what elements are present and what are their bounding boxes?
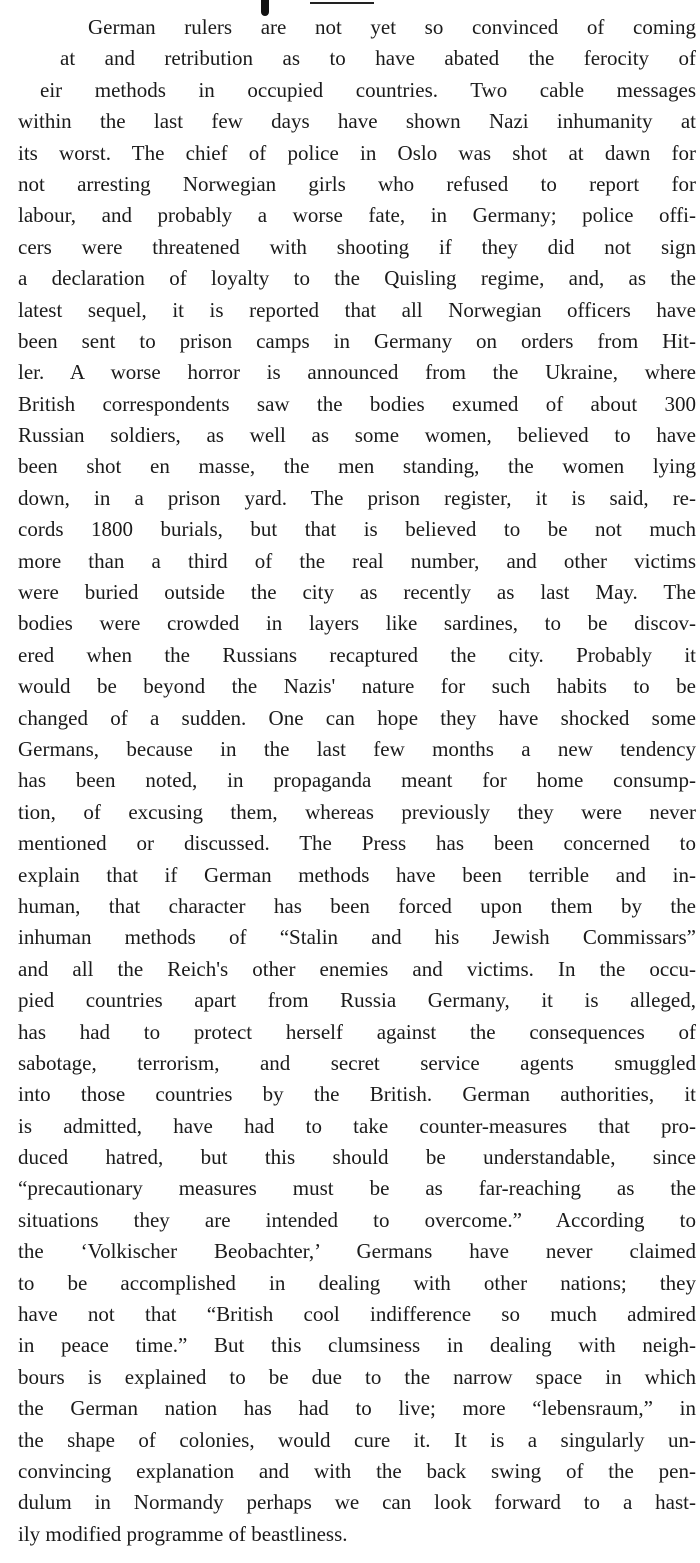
article-line: been shot en masse, the men standing, the women lying [18, 454, 696, 479]
article-line: British correspondents saw the bodies exumed of about 300 [18, 391, 696, 416]
article-line: the ‘Volkischer Beobachter,’ Germans have never claimed [18, 1239, 696, 1264]
article-line: the German nation has had to live; more “lebensraum,” in [18, 1396, 696, 1421]
article-line: inhuman methods of “Stalin and his Jewish Commissars” [18, 925, 696, 950]
article-line: the shape of colonies, would cure it. It is a singularly un- [18, 1427, 696, 1452]
article-line: within the last few days have shown Nazi inhumanity at [18, 109, 696, 134]
article-line: to be accomplished in dealing with other nations; they [18, 1270, 696, 1295]
article-line: human, that character has been forced upon them by the [18, 893, 696, 918]
article-line: cords 1800 burials, but that is believed to be not much [18, 517, 696, 542]
article-line: not arresting Norwegian girls who refused to report for [18, 171, 696, 196]
article-line: situations they are intended to overcome.” According to [18, 1207, 696, 1232]
top-rule [310, 2, 374, 4]
article-line: sabotage, terrorism, and secret service agents smuggled [18, 1050, 696, 1075]
article-line: its worst. The chief of police in Oslo was shot at dawn for [18, 140, 696, 165]
article-line: and all the Reich's other enemies and victims. In the occu- [18, 956, 696, 981]
article-line: changed of a sudden. One can hope they have shocked some [18, 705, 696, 730]
article-line: eir methods in occupied countries. Two cable messages [40, 77, 696, 102]
article-line: is admitted, have had to take counter-measures that pro- [18, 1113, 696, 1138]
article-line: tion, of excusing them, whereas previously they were never [18, 799, 696, 824]
article-line: Germans, because in the last few months a new tendency [18, 736, 696, 761]
article-line: down, in a prison yard. The prison register, it is said, re- [18, 485, 696, 510]
article-line: were buried outside the city as recently as last May. The [18, 580, 696, 605]
article-line: has been noted, in propaganda meant for home consump- [18, 768, 696, 793]
article-line: ily modified programme of beastliness. [18, 1521, 348, 1546]
article-line: more than a third of the real number, and other victims [18, 548, 696, 573]
article-line: convincing explanation and with the back swing of the pen- [18, 1458, 696, 1483]
article-line: ered when the Russians recaptured the city. Probably it [18, 642, 696, 667]
article-line: German rulers are not yet so convinced of coming [88, 15, 696, 39]
article-line: labour, and probably a worse fate, in Germany; police offi- [18, 203, 696, 228]
article-line: dulum in Normandy perhaps we can look forward to a hast- [18, 1490, 696, 1515]
article-line: has had to protect herself against the consequences of [18, 1019, 696, 1044]
article-line: ler. A worse horror is announced from the Ukraine, where [18, 360, 696, 385]
article-body [18, 12, 696, 1550]
article-line: a declaration of loyalty to the Quisling regime, and, as the [18, 266, 696, 291]
article-line: would be beyond the Nazis' nature for such habits to be [18, 674, 696, 699]
article-line: pied countries apart from Russia Germany, it is alleged, [18, 988, 696, 1013]
article-line: into those countries by the British. German authorities, it [18, 1082, 696, 1107]
article-line: have not that “British cool indifference so much admired [18, 1302, 696, 1327]
article-line: latest sequel, it is reported that all Norwegian officers have [18, 297, 696, 322]
article-line: bodies were crowded in layers like sardines, to be discov- [18, 611, 696, 636]
article-line: in peace time.” But this clumsiness in dealing with neigh- [18, 1333, 696, 1358]
article-line: at and retribution as to have abated the ferocity of [60, 46, 696, 71]
article-line: Russian soldiers, as well as some women, believed to have [18, 423, 696, 448]
article-line: been sent to prison camps in Germany on orders from Hit- [18, 328, 696, 353]
article-line: “precautionary measures must be as far-reaching as the [18, 1176, 696, 1201]
article-line: cers were threatened with shooting if they did not sign [18, 234, 696, 259]
article-line: duced hatred, but this should be understandable, since [18, 1145, 696, 1170]
article-line: explain that if German methods have been terrible and in- [18, 862, 696, 887]
article-line: mentioned or discussed. The Press has been concerned to [18, 831, 696, 856]
article-line: bours is explained to be due to the narrow space in which [18, 1364, 696, 1389]
